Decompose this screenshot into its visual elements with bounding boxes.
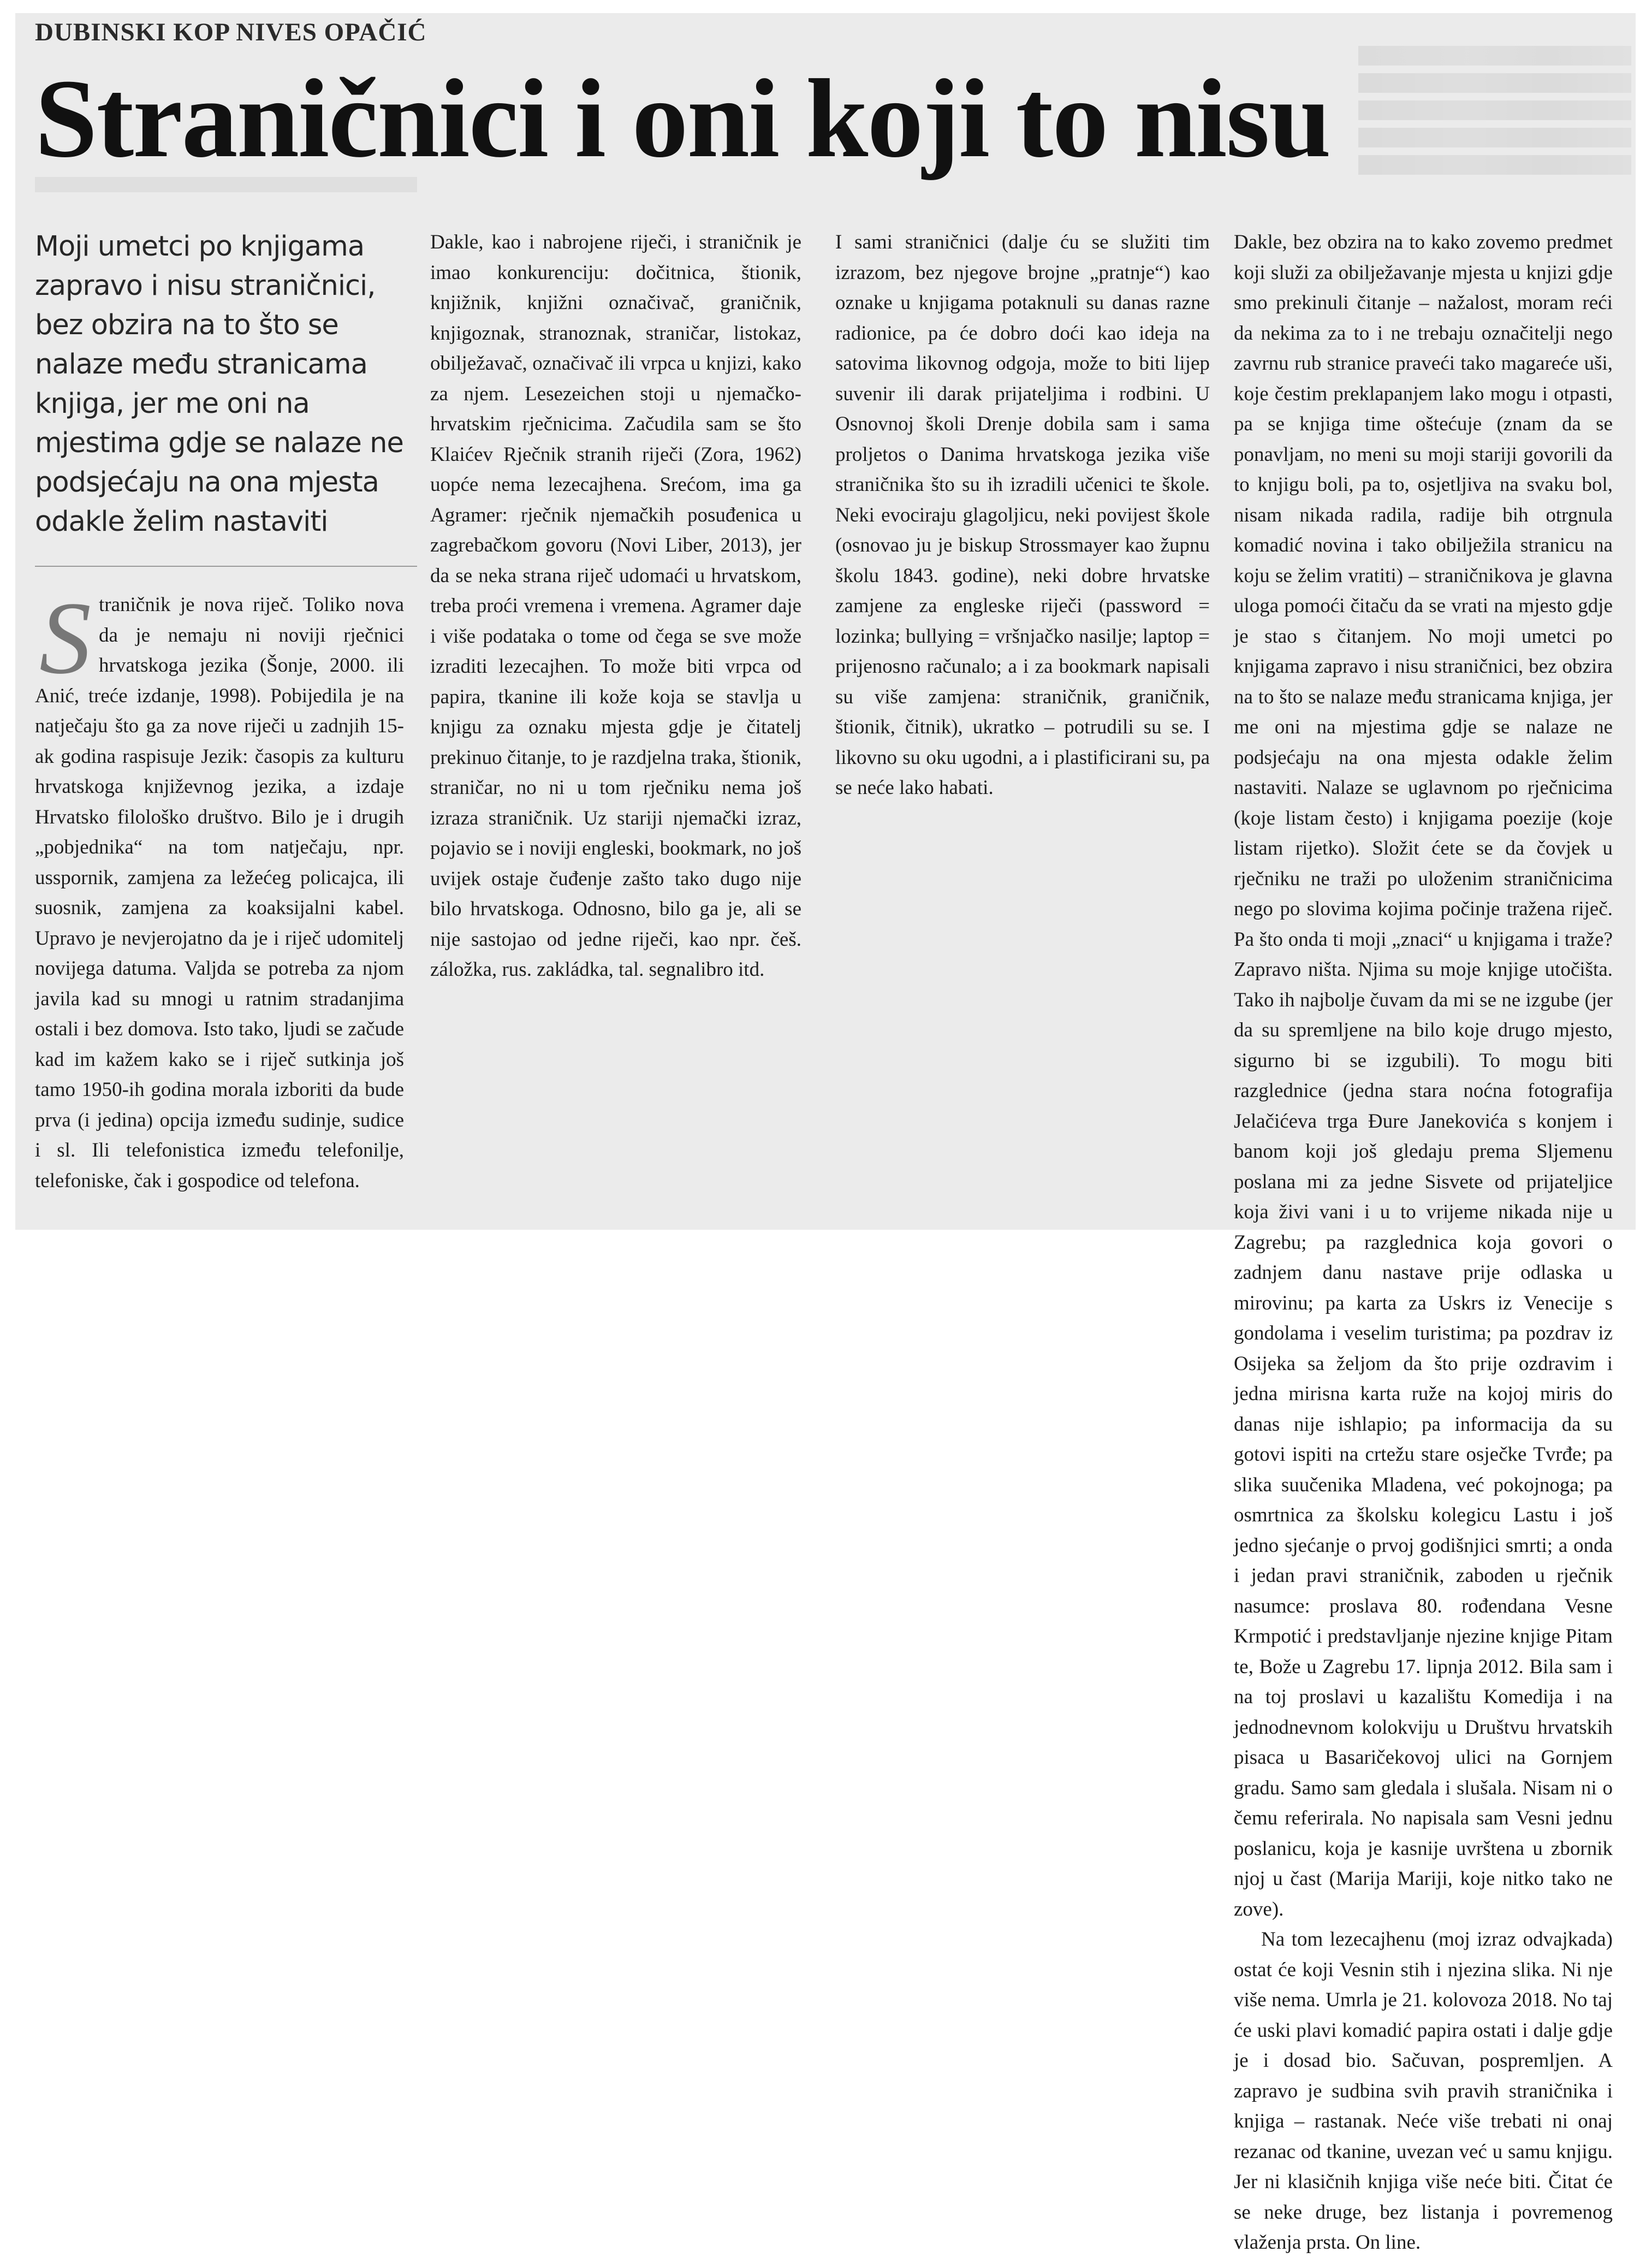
column-3 xyxy=(835,227,1210,803)
bleed-through-text-left xyxy=(35,177,417,210)
body-paragraph: Dakle, bez obzira na to kako zovemo predmet koji služi za obilježavanje mjesta u knjizi gdje smo prekinuli čitanje – nažalost, moram reći da nekima za to i ne trebaju označitelji nego zavrnu rub stranice praveći tako magareće uši, koje čestim preklapanjem lako mogu i otpasti, pa se knjiga time oštećuje (znam da se ponavljam, no meni su moji stariji govorili da to knjigu boli, pa to, osjetljiva na svaku bol, nisam nikada radila, radije bih otrgnula komadić novina i tako obilježila stranicu na koju se želim vratiti) – straničnikova je glavna uloga pomoći čitaču da se vrati na mjesto gdje je stao s čitanjem. No moji umetci po knjigama zapravo i nisu straničnici, bez obzira na to što se nalaze među stranicama knjiga, jer me oni na mjestima gdje se nalaze ne podsjećaju na ona mjesta odakle želim nastaviti. Nalaze se uglavnom po rječnicima (koje listam često) i knjigama poezije (koje listam rijetko). Složit ćete se da čovjek u rječniku ne traži po uloženim straničnicima nego po slovima kojima počinje tražena riječ. Pa što onda ti moji „znaci“ u knjigama i traže? Zapravo ništa. Njima su moje knjige utočišta. Tako ih najbolje čuvam da mi se ne izgube (jer da su spremljene na bilo koje drugo mjesto, sigurno bi se izgubili). To mogu biti razglednice (jedna stara noćna fotografija Jelačićeva trga Đure Janekovića s konjem i banom koji još gledaju prema Sljemenu poslana mi za jedne Sisvete od prijateljice koja živi vani i u to vrijeme nikada nije u Zagrebu; pa razglednica koja govori o zadnjem danu nastave prije odlaska u mirovinu; pa karta za Uskrs iz Venecije s gondolama i veselim turistima; pa pozdrav iz Osijeka sa željom da što prije ozdravim i jedna mirisna karta ruže na kojoj miris do danas nije ishlapio; pa informacija da su gotovi ispiti na crtežu stare osječke Tvrđe; pa slika suučenika Mladena, već pokojnoga; pa osmrtnica za školsku kolegicu Lastu i još jedno sjećanje o prvoj godišnjici smrti; a onda i jedan pravi straničnik, zaboden u rječnik nasumce: proslava 80. rođendana Vesne Krmpotić i predstavljanje njezine knjige Pitam te, Bože u Zagrebu 17. lipnja 2012. Bila sam i na toj proslavi u kazalištu Komedija i na jednodnevnom kolokviju u Društvu hrvatskih pisaca u Basaričekovoj ulici na Gornjem gradu. Samo sam gledala i slušala. Nisam ni o čemu referirala. No napisala sam Vesni jednu poslanicu, koja je kasnije uvrštena u zbornik njoj u čast (Marija Mariji, koje nitko tako ne zove). xyxy=(1234,231,1613,1921)
article-lead: Moji umetci po knjigama zapravo i nisu straničnici, bez obzira na to što se nalaze među stranicama knjiga, jer me oni na mjestima gdje se nalaze ne podsjećaju na ona mjesta odakle želim nastaviti xyxy=(35,230,403,538)
column-4 xyxy=(1234,227,1613,2258)
bleed-through-text xyxy=(1358,46,1631,188)
column-2 xyxy=(430,227,801,985)
paragraph-text: traničnik je nova riječ. Toliko nova da je nemaju ni noviji rječnici hrvatskoga jezika (Šonje, 2000. ili Anić, treće izdanje, 1998). Pobijedila je na natječaju što ga za nove riječi u zadnjih 15-ak godina raspisuje Jezik: časopis za kulturu hrvatskoga književnog jezika, a izdaje Hrvatsko filološko društvo. Bilo je i drugih „pobjednika“ na tom natječaju, npr. usspornik, zamjena za ležećeg policajca, ili suosnik, zamjena za koaksijalni kabel. Upravo je nevjerojatno da je i riječ udomitelj novijega datuma. Valjda se potreba za njom javila kad su mnogi u ratnim stradanjima ostali i bez domova. Isto tako, ljudi se začude kad im kažem kako se i riječ sutkinja još tamo 1950-ih godina morala izboriti da bude prva (i jedina) opcija između sudinje, sudice i sl. Ili telefonistica između telefonilje, telefoniske, čak i gospodice od telefona. xyxy=(35,594,404,1192)
body-paragraph: I sami straničnici (dalje ću se služiti tim izrazom, bez njegove brojne „pratnje“) kao oznake u knjigama potaknuli su danas razne radionice, pa će dobro doći kao ideja na satovima likovnog odgoja, može to biti lijep suvenir ili darak prijateljima i rodbini. U Osnovnoj školi Drenje dobila sam i sama proljetos o Danima hrvatskoga jezika više straničnika što su ih izradili učenici te škole. Neki evociraju glagoljicu, neki povijest škole (osnovao ju je biskup Strossmayer kao župnu školu 1843. godine), neki dobre hrvatske zamjene za engleske riječi (password = lozinka; bullying = vršnjačko nasilje; laptop = prijenosno računalo; a i za bookmark napisali su više zamjena: straničnik, graničnik, štionik, čitnik), ukratko – potrudili su se. I likovno su oku ugodni, a i plastificirani su, pa se neće lako habati. xyxy=(835,231,1210,799)
body-paragraph xyxy=(35,581,404,1196)
drop-cap: S xyxy=(39,581,91,696)
body-paragraph-final: Na tom lezecajhenu (moj izraz odvajkada) ostat će koji Vesnin stih i njezina slika. Ni nje više nema. Umrla je 21. kolovoza 2018. No taj će uski plavi komadić papira ostati i dalje gdje je i dosad bio. Sačuvan, pospremljen. A zapravo je sudbina svih pravih straničnika i knjiga – rastanak. Neće više trebati ni onaj rezanac od tkanine, uvezan već u samu knjigu. Jer ni klasičnih knjiga više neće biti. Čitat će se neke druge, bez listanja i povremenog vlaženja prsta. On line. xyxy=(1234,1928,1613,2254)
newspaper-page xyxy=(15,13,1636,2254)
body-paragraph: Dakle, kao i nabrojene riječi, i straničnik je imao konkurenciju: dočitnica, štionik, knjižnik, knjižni označivač, graničnik, knjigoznak, stranoznak, straničar, listokaz, obilježavač, označivač ili vrpca u knjizi, kako za njem. Lesezeichen stoji u njemačko-hrvatskim rječnicima. Začudila sam se što Klaićev Rječnik stranih riječi (Zora, 1962) uopće nema lezecajhena. Srećom, ima ga Agramer: rječnik njemačkih posuđenica u zagrebačkom govoru (Novi Liber, 2013), jer da se neka strana riječ udomaći u hrvatskom, treba proći vremena i vremena. Agramer daje i više podataka o tome od čega se sve može izraditi lezecajhen. To može biti vrpca od papira, tkanine ili kože koja se stavlja u knjigu za oznaku mjesta gdje je čitatelj prekinuo čitanje, to je razdjelna traka, štionik, straničar, no ni u tom rječniku nema još izraza straničnik. Uz stariji njemački izraz, pojavio se i noviji engleski, bookmark, no još uvijek ostaje čuđenje zašto tako dugo nije bilo hrvatskoga. Odnosno, bilo ga je, ali se nije sastojao od jedne riječi, kao npr. češ. záložka, rus. zakládka, tal. segnalibro itd. xyxy=(430,231,801,981)
lead-divider xyxy=(35,566,417,567)
column-kicker: DUBINSKI KOP NIVES OPAČIĆ xyxy=(35,18,427,46)
article-headline: Straničnici i oni koji to nisu xyxy=(35,56,1330,181)
column-1 xyxy=(35,581,404,1196)
